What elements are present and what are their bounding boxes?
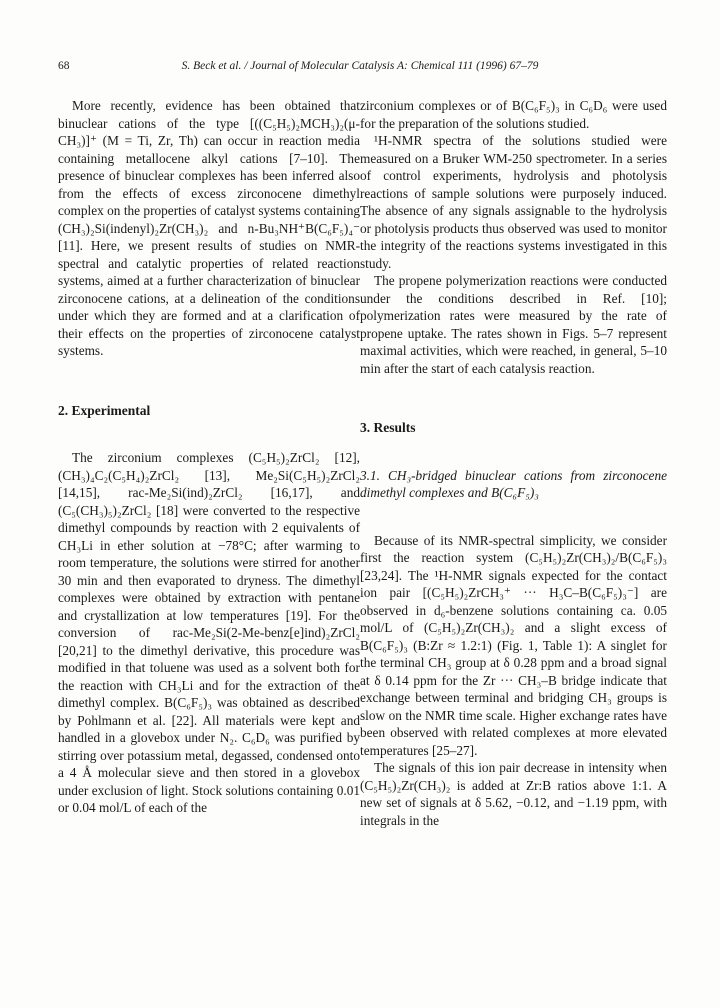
- running-header: [58, 60, 662, 78]
- section-heading-results: 3. Results: [360, 420, 416, 435]
- polymerization-paragraph: The propene polymerization reactions were conducted under the conditions described in Ref. [10]; polymerization rates were measured by the rate of propene uptake. The rates shown in Figs. 5–7 represent maximal activities, which were reached, in general, 5–10 min after the start of each catalysis reaction.: [360, 273, 667, 376]
- section-heading-experimental: 2. Experimental: [58, 402, 151, 418]
- subsection-heading: 3.1. CH₃-bridged binuclear cations from zirconocene dimethyl complexes and B(C₆F₅)₃: [360, 467, 667, 500]
- results-paragraph-2: The signals of this ion pair decrease in intensity when (C₅H₅)₂Zr(CH₃)₂ is added at Zr:B ratios above 1:1. A new set of signals at δ 5.62, −0.12, and −1.19 ppm, with integrals in the: [360, 760, 667, 828]
- intro-paragraph: More recently, evidence has been obtained that binuclear cations of the type [((C₅H₅)₂MCH₃)₂(μ-CH₃)]⁺ (M = Ti, Zr, Th) can occur in reaction media containing metallocene alkyl cations [7–10]. The presence of binuclear complexes has been inferred also from the effects of excess zirconocene dimethyl complex on the properties of catalyst systems containing (CH₃)₂Si(indenyl)₂Zr(CH₃)₂ and n-Bu₃NH⁺B(C₆F₅)₄⁻ [11]. Here, we present results of studies on NMR-spectral and catalytic properties of related reaction systems, aimed at a further characterization of binuclear zirconocene cations, at a delineation of the conditions under which they are formed and at a clarification of their effects on the properties of zirconocene catalyst systems.: [58, 98, 360, 358]
- page-number: 68: [58, 60, 70, 72]
- journal-running-title: S. Beck et al. / Journal of Molecular Catalysis A: Chemical 111 (1996) 67–79: [181, 60, 539, 72]
- results-paragraph-1: Because of its NMR-spectral simplicity, we consider first the reaction system (C₅H₅)₂Zr(CH₃)₂/B(C₆F₅)₃ [23,24]. The ¹H-NMR signals expected for the contact ion pair [(C₅H₅)₂ZrCH₃⁺ ··· H₃C–B(C₆F₅)₃⁻] are observed in d₆-benzene solutions containing ca. 0.05 mol/L of (C₅H₅)₂Zr(CH₃)₂ and a slight excess of B(C₆F₅)₃ (B:Zr ≈ 1.2:1) (Fig. 1, Table 1): A singlet for the terminal CH₃ group at δ 0.28 ppm and a broad signal at δ 0.14 ppm for the Zr ··· CH₃–B bridge indicate that exchange between terminal and bridging CH₃ groups is slow on the NMR time scale. Higher exchange rates have been observed with related complexes at more elevated temperatures [25–27].: [360, 532, 667, 758]
- left-column: [58, 97, 360, 817]
- nmr-paragraph: ¹H-NMR spectra of the solutions studied were measured on a Bruker WM-250 spectrometer. In a series of control experiments, hydrolysis and photolysis reactions of sample solutions were purposely induced. The absence of any signals assignable to the hydrolysis or photolysis products thus observed was used to monitor the integrity of the reactions systems investigated in this study.: [360, 133, 667, 271]
- experimental-paragraph: The zirconium complexes (C₅H₅)₂ZrCl₂ [12], (CH₃)₄C₂(C₅H₄)₂ZrCl₂ [13], Me₂Si(C₅H₅)₂ZrCl₂ [14,15], rac-Me₂Si(ind)₂ZrCl₂ [16,17], and (C₅(CH₃)₅)₂ZrCl₂ [18] were converted to the respective dimethyl compounds by reaction with 2 equivalents of CH₃Li in ether solution at −78°C; after warming to room temperature, the solutions were stirred for another 30 min and then evaporated to dryness. The dimethyl complexes were obtained by extraction with pentane and crystallization at low temperatures [19]. For the conversion of rac-Me₂Si(2-Me-benz[e]ind)₂ZrCl₂ [20,21] to the dimethyl derivative, this procedure was modified in that toluene was used as a solvent both for the reaction with CH₃Li and for the extraction of the dimethyl complex. B(C₆F₅)₃ was obtained as described by Pohlmann et al. [22]. All materials were kept and handled in a glovebox under N₂. C₆D₆ was purified by stirring over potassium metal, degassed, condensed onto a 4 Å molecular sieve and then stored in a glovebox under exclusion of light. Stock solutions containing 0.01 or 0.04 mol/L of each of the: [58, 450, 360, 815]
- right-column: [360, 97, 667, 829]
- continuation-paragraph: zirconium complexes or of B(C₆F₅)₃ in C₆D₆ were used for the preparation of the solutions studied.: [360, 98, 667, 131]
